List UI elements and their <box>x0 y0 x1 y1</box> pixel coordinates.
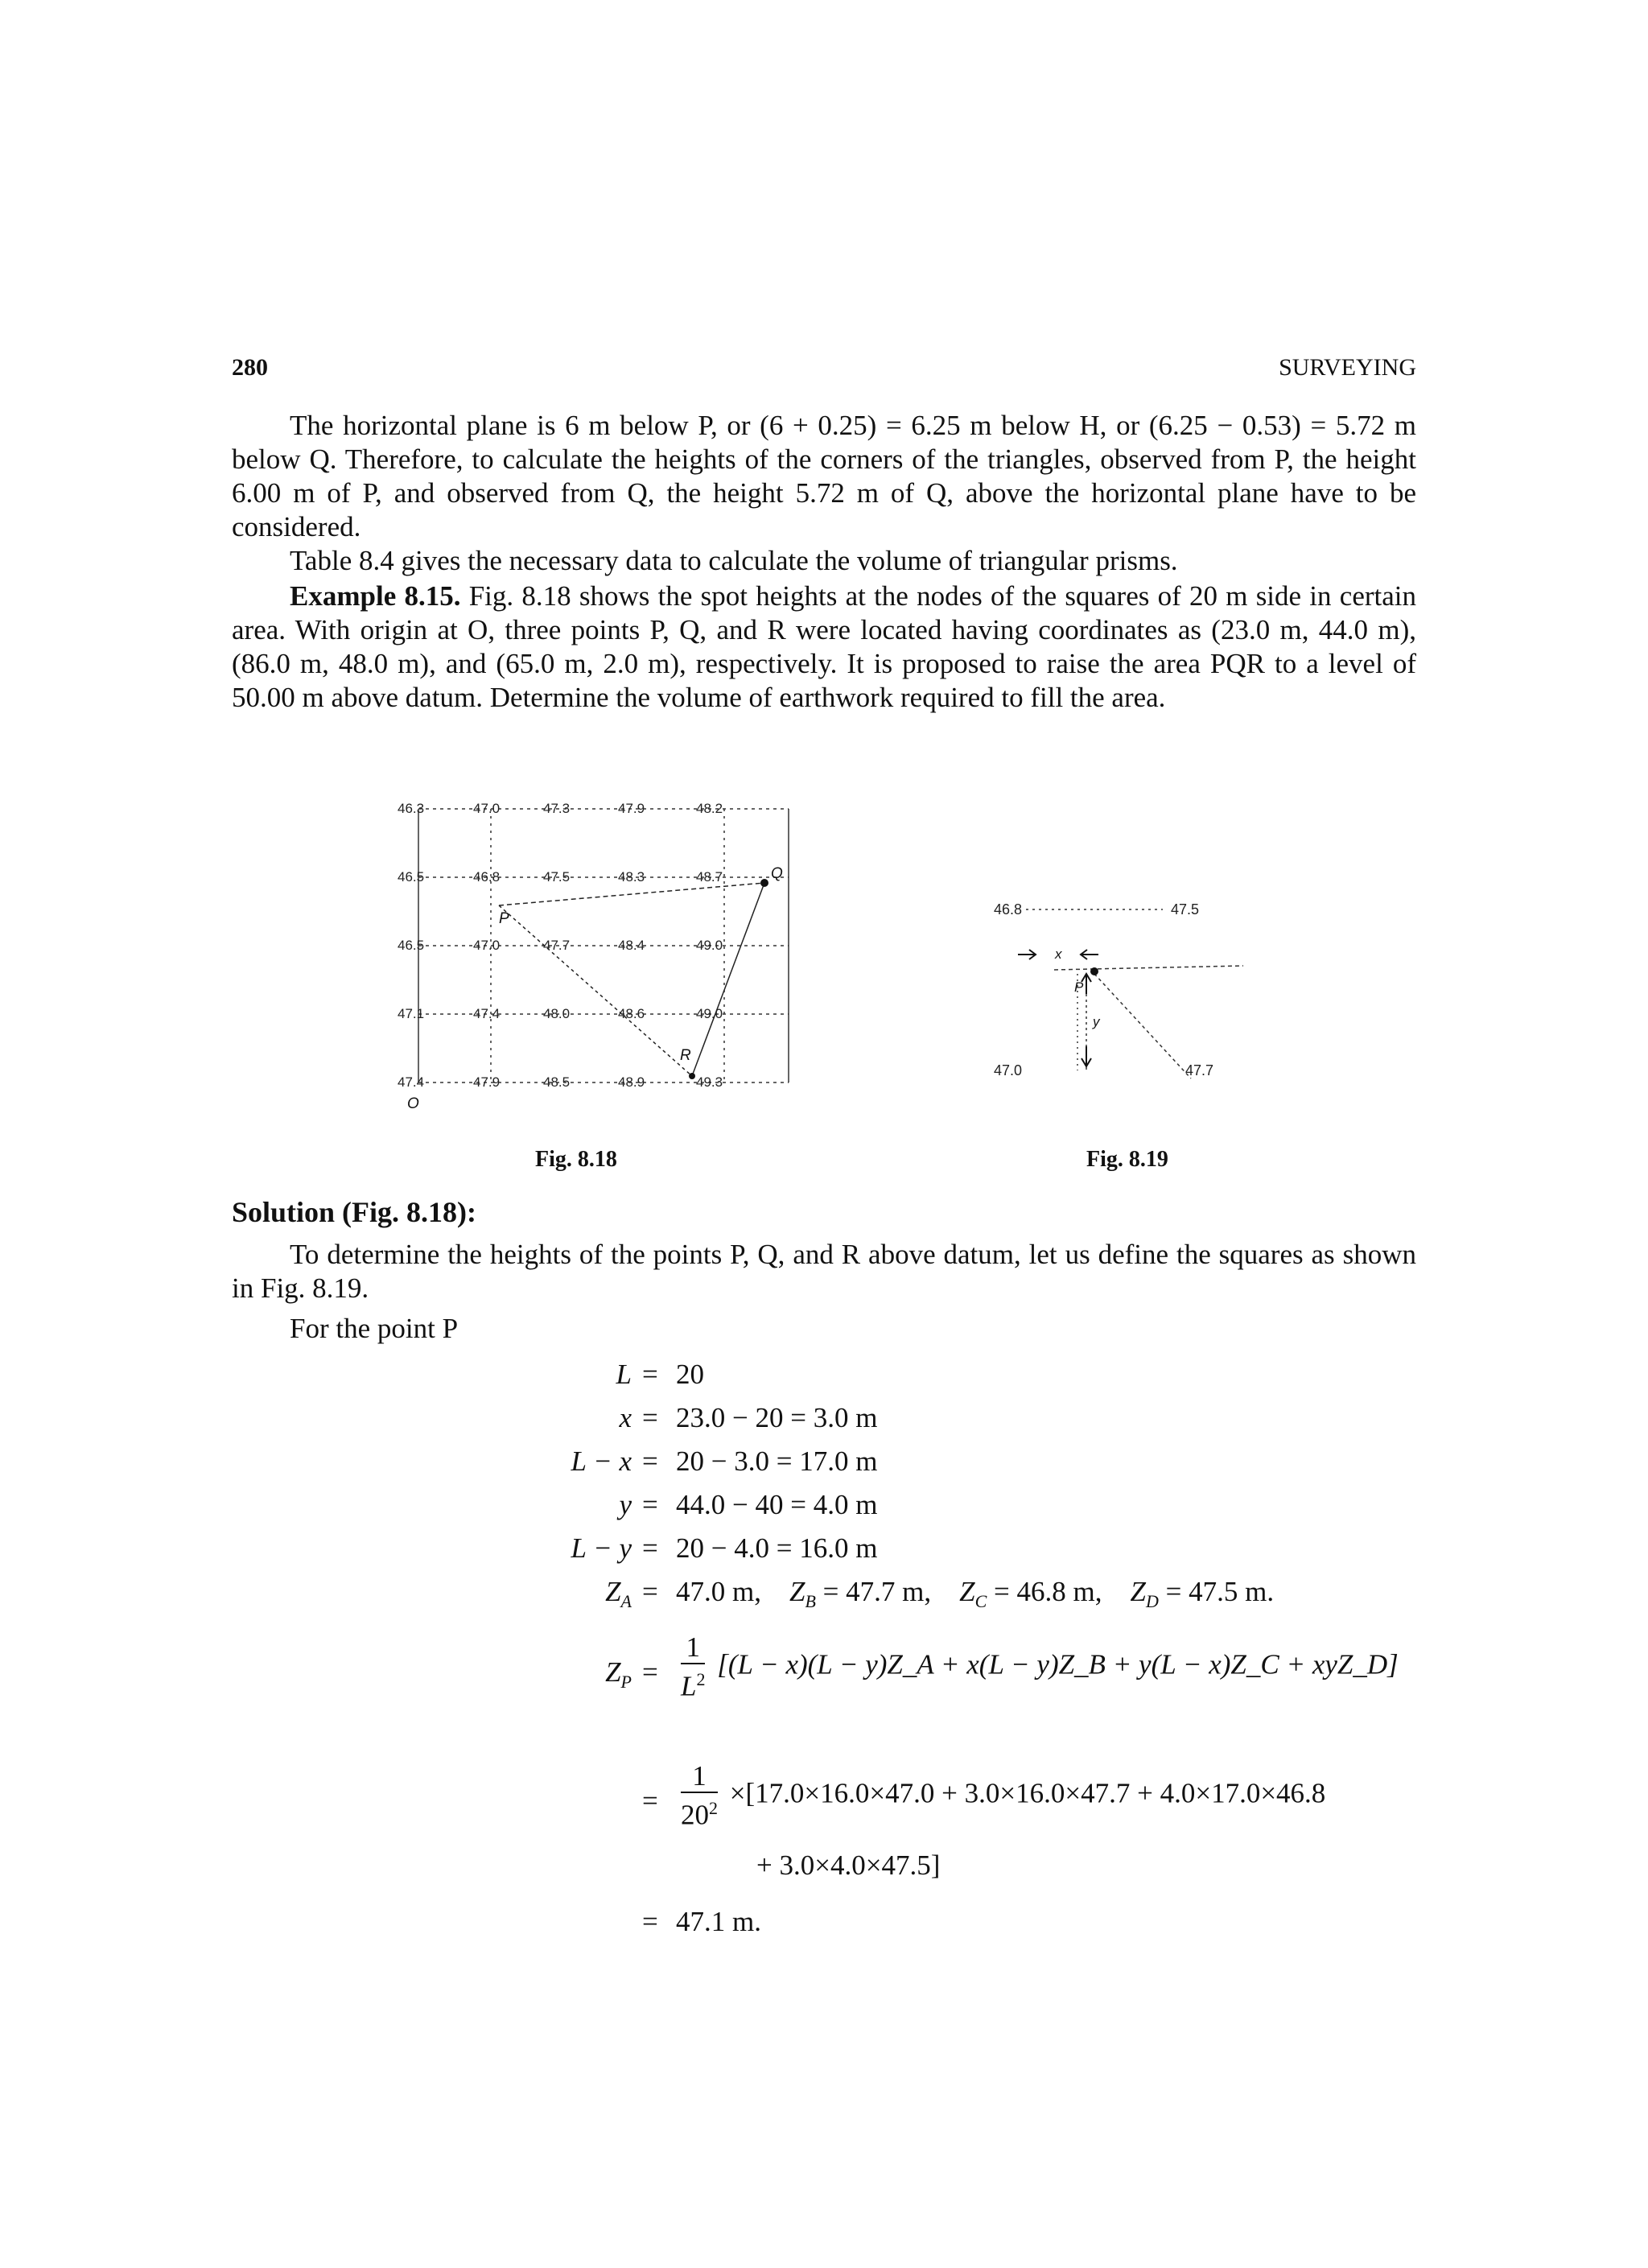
spot-height: 48.0 <box>543 1006 571 1021</box>
spot-height: 47.5 <box>543 869 571 885</box>
table-note: Table 8.4 gives the necessary data to calculate the volume of triangular prisms. <box>290 545 1178 576</box>
fig819-point-p <box>1090 967 1098 975</box>
spot-height: 46.5 <box>398 869 425 885</box>
point-q-marker <box>760 879 768 887</box>
fig819-x-label: x <box>1055 946 1062 962</box>
spot-height: 47.3 <box>543 801 571 816</box>
spot-height: 47.9 <box>473 1074 501 1090</box>
arrow-left-icon <box>1081 950 1098 959</box>
spot-height: 47.4 <box>473 1006 501 1021</box>
fig819-bottom-right: 47.7 <box>1185 1062 1214 1078</box>
point-q-label: Q <box>771 865 783 882</box>
spot-height: 48.5 <box>543 1074 571 1090</box>
point-r-marker <box>689 1073 695 1079</box>
spot-height: 46.3 <box>398 801 425 816</box>
spot-height: 48.2 <box>696 801 723 816</box>
spot-height: 48.3 <box>618 869 645 885</box>
page-number: 280 <box>232 354 268 381</box>
fig819-top-left: 46.8 <box>994 901 1023 918</box>
spot-height: 48.4 <box>618 938 645 953</box>
fig819-y-label: y <box>1093 1014 1100 1029</box>
fig819-p-label: P <box>1074 979 1084 995</box>
fig819-top-right: 47.5 <box>1171 901 1200 918</box>
spot-height: 49.3 <box>696 1074 723 1090</box>
triangle-side-pq <box>499 883 764 905</box>
fig-8-19 <box>978 893 1259 1095</box>
fig819-x-line <box>1054 966 1243 970</box>
fig-8-18 <box>386 793 805 1123</box>
point-p-heading: For the point P <box>290 1313 459 1344</box>
fig-8-19-caption: Fig. 8.19 <box>1086 1147 1168 1172</box>
spot-height: 48.7 <box>696 869 723 885</box>
example-label: Example 8.15. <box>290 580 461 612</box>
spot-height: 46.5 <box>398 938 425 953</box>
spot-height: 46.8 <box>473 869 501 885</box>
solution-heading: Solution (Fig. 8.18): <box>232 1196 477 1228</box>
origin-label: O <box>407 1095 419 1112</box>
spot-height: 47.7 <box>543 938 571 953</box>
spot-height: 48.9 <box>618 1074 645 1090</box>
spot-height: 47.4 <box>398 1074 425 1090</box>
fig819-bottom-left: 47.0 <box>994 1062 1023 1078</box>
example-text: Fig. 8.18 shows the spot heights at the nodes of the squares of 20 m side in certain area. With origin at O, three points P, Q, and R were located having coordinates as (23.0 m, 44.0 m), (86.0 m, 48.0 m), and (65.0 m, 2.0 m), respectively. It is proposed to raise the area PQR to a level of 50.00 m above datum. Determine the volume of earthwork required to fill the area. <box>232 580 1416 713</box>
spot-height: 47.0 <box>473 801 501 816</box>
solution-intro: To determine the heights of the points P, Q, and R above datum, let us define the squares as shown in Fig. 8.19. <box>232 1239 1416 1304</box>
intro-paragraph: The horizontal plane is 6 m below P, or (6 + 0.25) = 6.25 m below H, or (6.25 − 0.53) = 5.72 m below Q. Therefore, to calculate the heights of the corners of the triangles, observed from P, the height 6.00 m of P, and observed from Q, the height 5.72 m of Q, above the horizontal plane have to be considered. <box>232 410 1416 542</box>
arrow-down-icon <box>1082 1046 1091 1066</box>
triangle-side-pr <box>499 905 692 1076</box>
fig-8-18-caption: Fig. 8.18 <box>535 1147 617 1172</box>
spot-height: 48.6 <box>618 1006 645 1021</box>
spot-height: 47.9 <box>618 801 645 816</box>
triangle-side-qr <box>692 883 764 1076</box>
running-title: SURVEYING <box>1279 354 1416 381</box>
arrow-right-icon <box>1018 950 1036 959</box>
spot-height: 49.0 <box>696 938 723 953</box>
spot-height: 49.0 <box>696 1006 723 1021</box>
example-paragraph <box>232 579 1416 715</box>
spot-height: 47.0 <box>473 938 501 953</box>
point-p-label: P <box>499 910 509 927</box>
spot-height: 47.1 <box>398 1006 425 1021</box>
point-r-label: R <box>680 1047 691 1064</box>
fig819-diagonal <box>1094 974 1191 1078</box>
